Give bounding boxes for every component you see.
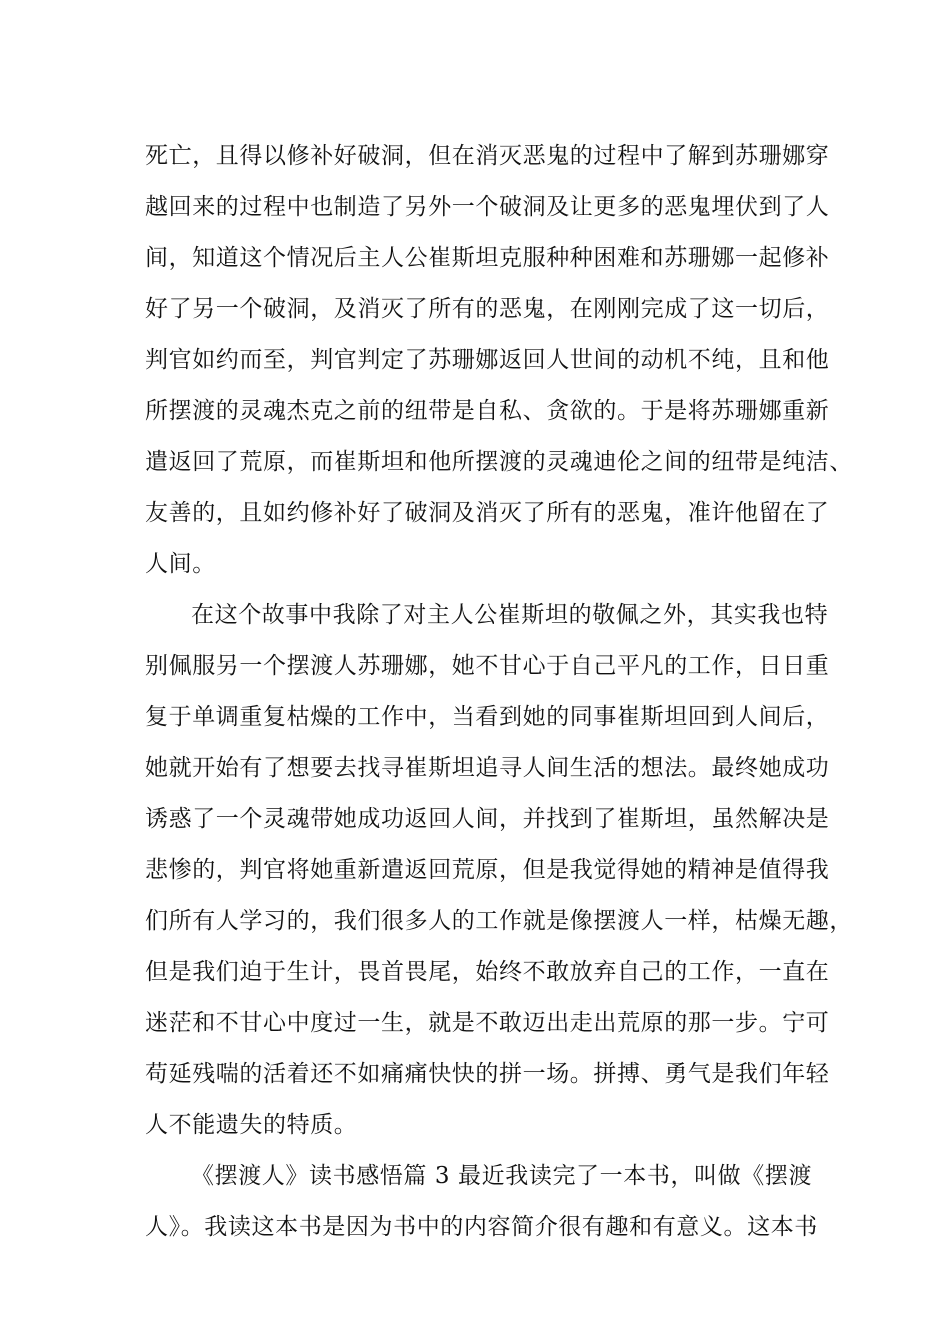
text-line: 好了另一个破洞，及消灭了所有的恶鬼，在刚刚完成了这一切后， [145,296,830,322]
text-line: 悲惨的，判官将她重新遣返回荒原，但是我觉得她的精神是值得我 [145,857,830,883]
text-line: 们所有人学习的，我们很多人的工作就是像摆渡人一样，枯燥无趣， [145,908,853,934]
text-line: 所摆渡的灵魂杰克之前的纽带是自私、贪欲的。于是将苏珊娜重新 [145,398,830,424]
text-line: 间，知道这个情况后主人公崔斯坦克服种种困难和苏珊娜一起修补 [145,245,830,271]
paragraph-2 [145,590,853,1151]
document-body [145,131,853,1253]
text-line: 判官如约而至，判官判定了苏珊娜返回人世间的动机不纯，且和他 [145,347,830,373]
text-line: 苟延残喘的活着还不如痛痛快快的拼一场。拼搏、勇气是我们年轻 [145,1061,830,1087]
text-line: 友善的，且如约修补好了破洞及消灭了所有的恶鬼，准许他留在了 [145,500,830,526]
text-line: 别佩服另一个摆渡人苏珊娜，她不甘心于自己平凡的工作，日日重 [145,653,830,679]
text-line-first: 《摆渡人》读书感悟篇 3 最近我读完了一本书，叫做《摆渡 [191,1163,813,1189]
text-line: 迷茫和不甘心中度过一生，就是不敢迈出走出荒原的那一步。宁可 [145,1010,830,1036]
paragraph-1 [145,131,853,590]
paragraph-3 [145,1151,835,1253]
text-line-first: 在这个故事中我除了对主人公崔斯坦的敬佩之外，其实我也特 [191,602,829,628]
text-line: 复于单调重复枯燥的工作中，当看到她的同事崔斯坦回到人间后， [145,704,830,730]
text-line: 人》。我读这本书是因为书中的内容简介很有趣和有意义。这本书 [145,1214,818,1240]
text-line: 但是我们迫于生计，畏首畏尾，始终不敢放弃自己的工作，一直在 [145,959,830,985]
text-line: 人间。 [145,551,216,577]
text-line: 她就开始有了想要去找寻崔斯坦追寻人间生活的想法。最终她成功 [145,755,830,781]
text-line: 死亡，且得以修补好破洞，但在消灭恶鬼的过程中了解到苏珊娜穿 [145,143,830,169]
text-line: 诱惑了一个灵魂带她成功返回人间，并找到了崔斯坦，虽然解决是 [145,806,830,832]
text-line: 人不能遗失的特质。 [145,1112,358,1138]
text-line: 越回来的过程中也制造了另外一个破洞及让更多的恶鬼埋伏到了人 [145,194,830,220]
text-line: 遣返回了荒原，而崔斯坦和他所摆渡的灵魂迪伦之间的纽带是纯洁、 [145,449,853,475]
